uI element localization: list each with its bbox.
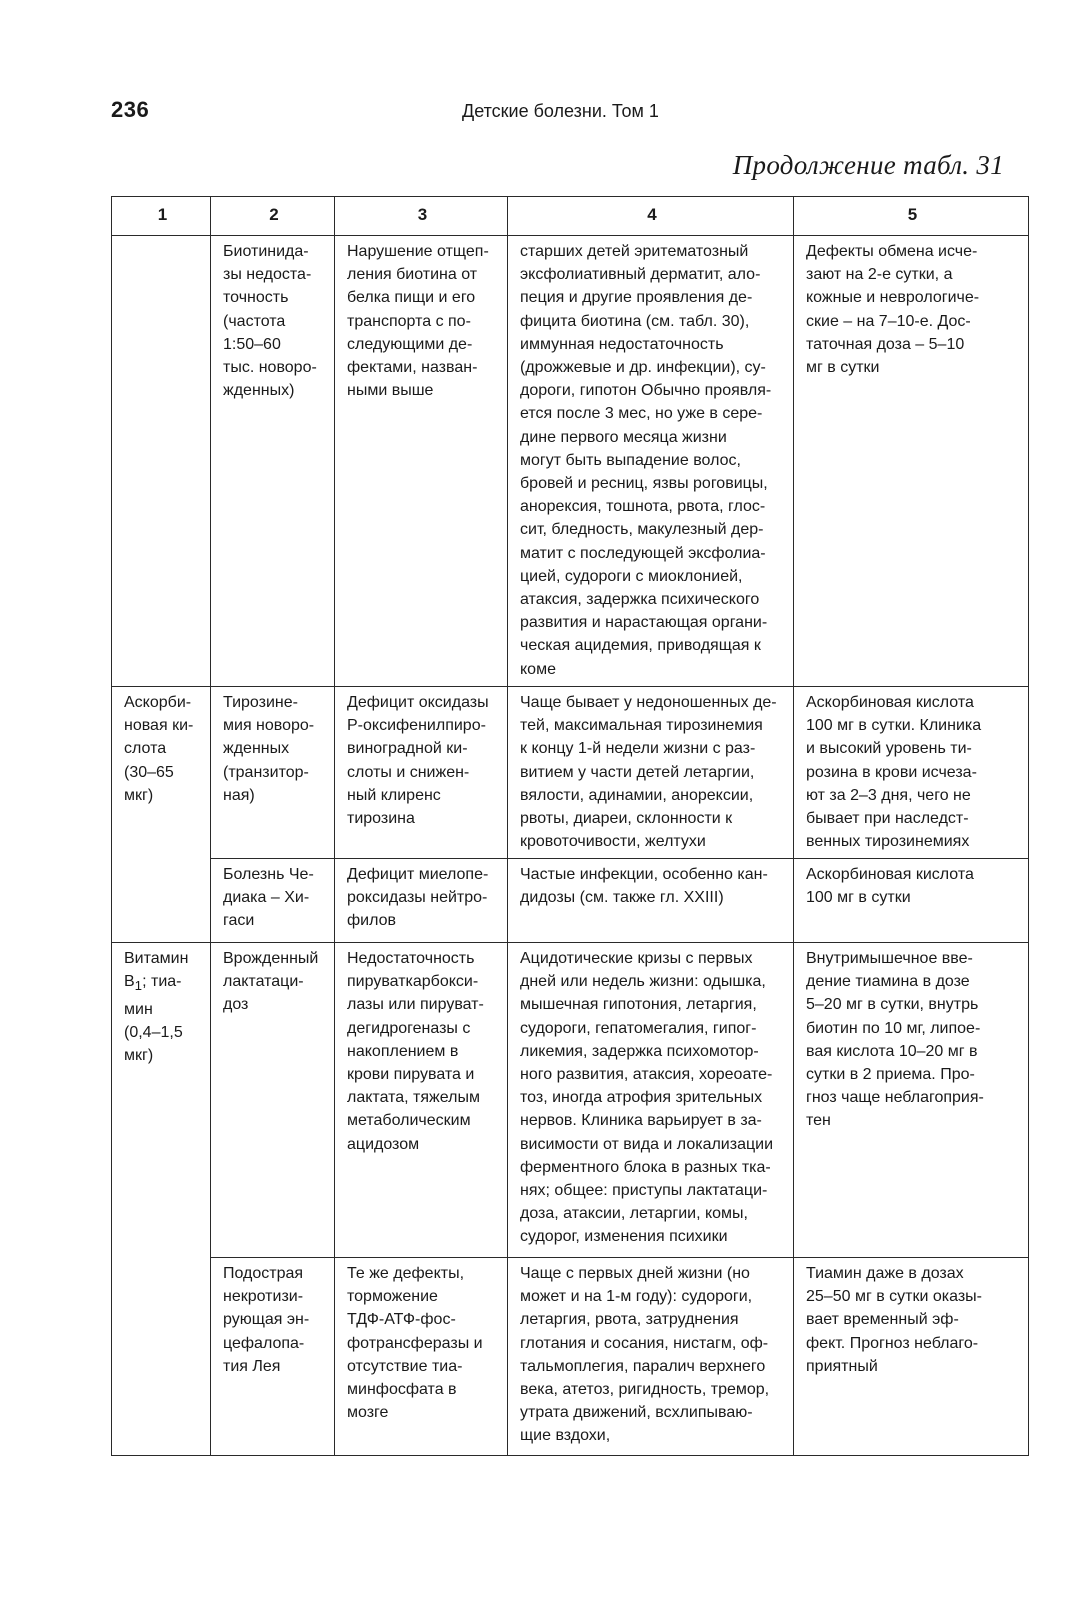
cell-clinic: Частые инфекции, особенно кан- дидозы (см. также гл. XXIII) [508, 859, 794, 943]
cell-disease: Подострая некротизи- рующая эн- цефалопа- тия Лея [211, 1258, 335, 1456]
column-header-5: 5 [794, 197, 1029, 236]
column-header-2: 2 [211, 197, 335, 236]
cell-disease: Врожденный лактатаци- доз [211, 943, 335, 1258]
table-caption: Продолжение табл. 31 [732, 150, 1004, 180]
cell-defect: Те же дефекты, торможение ТДФ-АТФ-фос- фотрансферазы и отсутствие тиа- минфосфата в мозге [335, 1258, 508, 1456]
cell-treatment: Тиамин даже в дозах 25–50 мг в сутки оказы- вает временный эф- фект. Прогноз неблаго- приятный [794, 1258, 1029, 1456]
cell-disease: Биотинида- зы недоста- точность (частота 1:50–60 тыс. новоро- жденных) [211, 236, 335, 687]
column-header-1: 1 [112, 197, 211, 236]
cell-defect: Дефицит оксидазы Р-оксифенилпиро- виноградной ки- слоты и снижен- ный клиренс тирозина [335, 687, 508, 859]
cell-defect: Нарушение отщеп- ления биотина от белка пищи и его транспорта с по- следующими де- фектами, назван- ными выше [335, 236, 508, 687]
cell-vitamin [112, 943, 211, 1456]
cell-clinic: Чаще с первых дней жизни (но может и на 1-м году): судороги, летаргия, рвота, затруднения глотания и сосания, нистагм, оф- тальмоплегия, паралич верхнего века, атетоз, ригидность, тремор, утрата движений, всхлипываю- щие вздохи, [508, 1258, 794, 1456]
page-number: 236 [111, 97, 150, 122]
cell-disease: Болезнь Че- диака – Хи- гаси [211, 859, 335, 943]
table-row [112, 1258, 1029, 1456]
header-row [112, 197, 1029, 236]
table-row [112, 859, 1029, 943]
table-row [112, 236, 1029, 687]
cell-defect: Недостаточность пируваткарбокси- лазы или пируват- дегидрогеназы с накоплением в крови пирувата и лактата, тяжелым метаболическим ацидозом [335, 943, 508, 1258]
cell-vitamin: Аскорби- новая ки- слота (30–65 мкг) [112, 687, 211, 943]
vitamin-dose: ; тиа- мин (0,4–1,5 мкг) [124, 973, 183, 1064]
cell-treatment: Аскорбиновая кислота 100 мг в сутки [794, 859, 1029, 943]
cell-clinic: Чаще бывает у недоношенных де- тей, максимальная тирозинемия к концу 1-й недели жизни с раз- витием у части детей летаргии, вялости, адинамии, анорексии, рвоты, диареи, склонности к кровоточивости, желтухи [508, 687, 794, 859]
cell-clinic: старших детей эритематозный эксфолиативный дерматит, ало- пеция и другие проявления де- фицита биотина (см. табл. 30), иммунная недостаточность (дрожжевые и др. инфекции), су- дороги, гипотон Обычно проявля- ется после 3 мес, но уже в сере- дине первого месяца жизни могут быть выпадение волос, бровей и ресниц, язвы роговицы, анорексия, тошнота, рвота, глос- сит, бледность, макулезный дер- матит с последующей эксфолиа- цией, судороги с миоклонией, атаксия, задержка психического развития и нарастающая органи- ческая ацидемия, приводящая к коме [508, 236, 794, 687]
cell-treatment: Дефекты обмена исче- зают на 2-е сутки, а кожные и неврологиче- ские – на 7–10-е. Дос- таточная доза – 5–10 мг в сутки [794, 236, 1029, 687]
column-header-3: 3 [335, 197, 508, 236]
vitamin-name: Витамин B [124, 950, 189, 991]
cell-treatment: Внутримышечное вве- дение тиамина в дозе 5–20 мг в сутки, внутрь биотин по 10 мг, липое- вая кислота 10–20 мг в сутки в 2 приема. Про- гноз чаще неблагоприя- тен [794, 943, 1029, 1258]
cell-disease: Тирозине- мия новоро- жденных (транзитор- ная) [211, 687, 335, 859]
column-header-4: 4 [508, 197, 794, 236]
running-title: Детские болезни. Том 1 [462, 101, 659, 121]
table-row [112, 943, 1029, 1258]
table-row [112, 687, 1029, 859]
cell-vitamin [112, 236, 211, 687]
disease-table [111, 196, 1029, 1456]
cell-defect: Дефицит миелопе- роксидазы нейтро- филов [335, 859, 508, 943]
cell-treatment: Аскорбиновая кислота 100 мг в сутки. Клиника и высокий уровень ти- розина в крови исчеза- ют за 2–3 дня, чего не бывает при наследст- венных тирозинемиях [794, 687, 1029, 859]
cell-clinic: Ацидотические кризы с первых дней или недель жизни: одышка, мышечная гипотония, летаргия, судороги, гепатомегалия, гипог- ликемия, задержка психомотор- ного развития, атаксия, хореоате- тоз, иногда атрофия зрительных нервов. Клиника варьирует в за- висимости от вида и локализации ферментного блока в разных тка- нях; общее: приступы лактатаци- доза, атаксии, летаргии, комы, судорог, изменения психики [508, 943, 794, 1258]
vitamin-subscript: 1 [134, 978, 143, 994]
